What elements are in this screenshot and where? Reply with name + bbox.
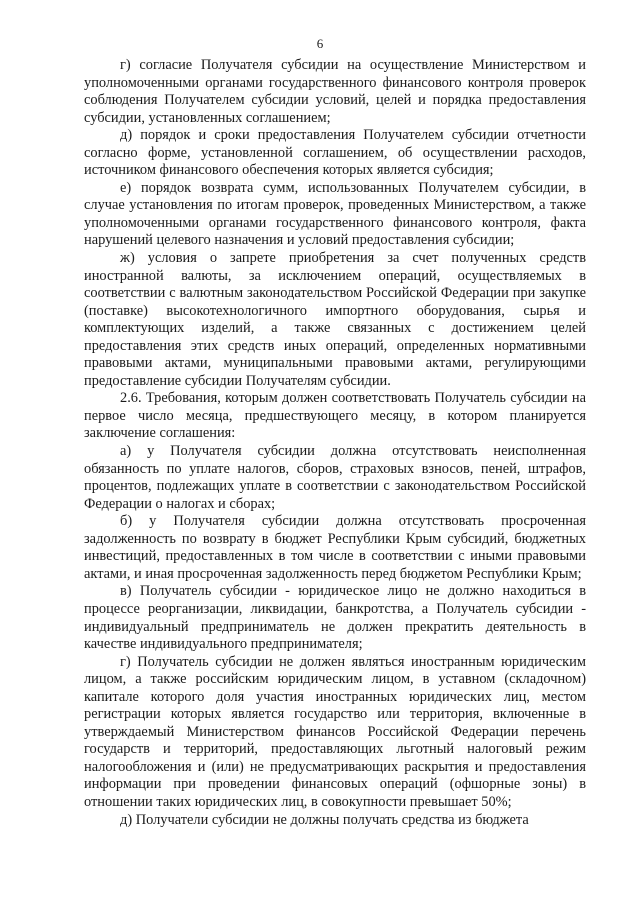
page-number: 6 [316,36,324,51]
paragraph-refund-procedure: е) порядок возврата сумм, использованных Получателем субсидии, в случае установления по итогам проверок, проведенных Министерством, а также уполномоченными органами государственного финансового контроля, факта нарушений целевого назначения и условий предоставления субсидии; [84,179,586,249]
paragraph-currency-purchase-ban: ж) условия о запрете приобретения за счет полученных средств иностранной валюты, за исключением операций, осуществляемых в соответствии с валютным законодательством Российской Федерации при закупке (поставке) высокотехнологичного импортного оборудования, сырья и комплектующих изделий, а также связанных с достижением целей предоставления этих средств иных операций, определенных нормативными правовыми актами, муниципальными правовыми актами, регулирующими предоставление субсидии Получателям субсидии. [84,250,586,389]
document-body [84,57,586,829]
paragraph-reporting-procedure: д) порядок и сроки предоставления Получателем субсидии отчетности согласно форме, установленной соглашением, об осуществлении расходов, источником финансового обеспечения которых является субсидия; [84,127,586,179]
paragraph-recipient-requirements: 2.6. Требования, которым должен соответствовать Получатель субсидии на первое число месяца, предшествующего месяцу, в котором планируется заключение соглашения: [84,390,586,442]
paragraph-not-foreign-entity: г) Получатель субсидии не должен являться иностранным юридическим лицом, а также российским юридическим лицом, в уставном (складочном) капитале которого доля участия иностранных юридических лиц, местом регистрации которых является государство или территория, включенные в утверждаемый Министерством финансов Российской Федерации перечень государств и территорий, предоставляющих льготный налоговый режим налогообложения и (или) не предусматривающих раскрытия и предоставления информации при проведении финансовых операций (офшорные зоны) в отношении таких юридических лиц, в совокупности превышает 50%; [84,653,586,810]
paragraph-no-reorganization: в) Получатель субсидии - юридическое лицо не должно находиться в процессе реорганизации, ликвидации, банкротства, а Получатель субсидии - индивидуальный предприниматель не должен прекратить деятельность в качестве индивидуального предпринимателя; [84,583,586,653]
paragraph-consent-to-inspections: г) согласие Получателя субсидии на осуществление Министерством и уполномоченными органами государственного финансового контроля проверок соблюдения Получателем субсидии условий, целей и порядка предоставления субсидии, установленных соглашением; [84,57,586,126]
paragraph-no-other-budget-funds: д) Получатели субсидии не должны получать средства из бюджета [120,811,529,828]
paragraph-no-tax-arrears: а) у Получателя субсидии должна отсутствовать неисполненная обязанность по уплате налогов, сборов, страховых взносов, пеней, штрафов, процентов, подлежащих уплате в соответствии с законодательством Российской Федерации о налогах и сборах; [84,443,586,512]
paragraph-no-budget-debt: б) у Получателя субсидии должна отсутствовать просроченная задолженность по возврату в бюджет Республики Крым субсидий, бюджетных инвестиций, предоставленных в том числе в соответствии с иными правовыми актами, и иная просроченная задолженность перед бюджетом Республики Крым; [84,513,586,582]
